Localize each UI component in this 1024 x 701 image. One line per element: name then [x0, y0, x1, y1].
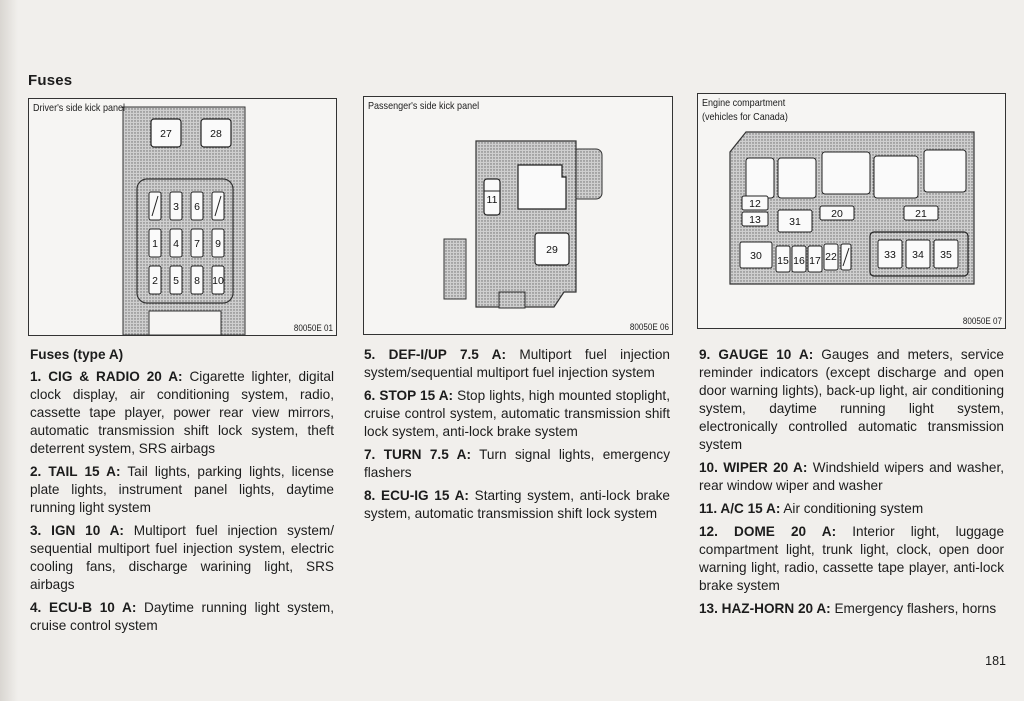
figure-code: 80050E 01 — [293, 323, 333, 334]
figure-code: 80050E 07 — [962, 316, 1002, 327]
fuse-label-13: 13 — [749, 214, 761, 226]
driver-side-fuse-box-drawing — [29, 99, 336, 335]
fuse-label-7: 7 — [194, 238, 200, 250]
fuse-item-4: 4. ECU-B 10 A: Daytime running light system, cruise control system — [30, 600, 335, 633]
fuse-item-2: 2. TAIL 15 A: Tail lights, parking lights, license plate lights, instrument panel lights, daytime running light system — [30, 464, 334, 515]
fuse-label-31: 31 — [789, 216, 801, 228]
engine-compartment-fuse-diagram — [697, 93, 1006, 329]
driver-side-fuse-diagram — [28, 98, 337, 336]
fuse-item-6: 6. STOP 15 A: Stop lights, high mounted stoplight, cruise control system, automatic transmission shift lock system, anti-lock brake system — [364, 388, 670, 439]
fuse-list-column-right — [699, 346, 1004, 623]
fuse-label-16: 16 — [793, 255, 805, 267]
fuse-label-30: 30 — [750, 250, 762, 262]
fuse-item-12: 12. DOME 20 A: Interior light, luggage compartment light, trunk light, clock, open door warning light, radio, cassette tape player, anti-lock brake system — [699, 524, 1005, 593]
engine-compartment-fuse-box-drawing — [698, 94, 1005, 328]
fuse-label-21: 21 — [915, 208, 927, 220]
fuse-item-13: 13. HAZ-HORN 20 A: Emergency flashers, horns — [699, 601, 997, 616]
fuse-label-35: 35 — [940, 249, 952, 261]
fuse-item-5: 5. DEF-I/UP 7.5 A: Multiport fuel injection system/sequential multiport fuel injection system — [364, 347, 670, 380]
fuse-item-3: 3. IGN 10 A: Multiport fuel injection system/ sequential multiport fuel injection system, electric cooling fans, discharge warining light, SRS airbags — [30, 523, 335, 592]
fuse-label-1: 1 — [152, 238, 158, 250]
fuse-item-1: 1. CIG & RADIO 20 A: Cigarette lighter, digital clock display, air conditioning system, radio, cassette tape player, power rear view mirrors, automatic transmission shift lock system, theft deterrent system, SRS airbags — [30, 369, 334, 456]
fuse-item-8: 8. ECU-IG 15 A: Starting system, anti-lock brake system, automatic transmission shift lock system — [364, 488, 670, 521]
fuse-label-17: 17 — [809, 255, 821, 267]
fuse-label-29: 29 — [546, 244, 558, 256]
page-gutter-shade — [0, 0, 18, 701]
panel-label-line-1: Engine compartment — [702, 97, 786, 109]
fuse-label-4: 4 — [173, 238, 179, 250]
fuse-label-8: 8 — [194, 275, 200, 287]
section-subheading: Fuses (type A) — [30, 347, 124, 362]
fuse-label-34: 34 — [912, 249, 924, 261]
fuse-item-9: 9. GAUGE 10 A: Gauges and meters, service reminder indicators (except discharge and open door warning lights), back-up light, air conditioning system, daytime running light system, electronically controlled automatic transmission system — [699, 347, 1004, 452]
fuse-list-column-middle — [364, 346, 670, 528]
figure-code: 80050E 06 — [629, 322, 669, 333]
fuse-label-33: 33 — [884, 249, 896, 261]
fuse-label-9: 9 — [215, 238, 221, 250]
page-title: Fuses — [28, 72, 73, 89]
fuse-label-11: 11 — [486, 194, 498, 206]
fuse-label-28: 28 — [210, 128, 222, 140]
fuse-item-7: 7. TURN 7.5 A: Turn signal lights, emergency flashers — [364, 447, 670, 480]
fuse-label-5: 5 — [173, 275, 179, 287]
panel-label — [702, 96, 788, 124]
fuse-label-3: 3 — [173, 201, 179, 213]
fuse-label-10: 10 — [212, 275, 224, 287]
fuse-item-11: 11. A/C 15 A: Air conditioning system — [699, 501, 924, 516]
passenger-side-fuse-diagram — [363, 96, 673, 335]
page-number: 181 — [985, 654, 1006, 668]
fuse-list-column-left — [30, 346, 334, 640]
fuse-item-10: 10. WIPER 20 A: Windshield wipers and washer, rear window wiper and washer — [699, 460, 1005, 493]
fuse-label-22: 22 — [825, 251, 837, 263]
panel-label-line-2: (vehicles for Canada) — [702, 111, 788, 123]
panel-label: Driver's side kick panel — [33, 102, 126, 114]
fuse-label-27: 27 — [160, 128, 172, 140]
fuse-label-15: 15 — [777, 255, 789, 267]
panel-label: Passenger's side kick panel — [368, 100, 480, 112]
fuse-label-6: 6 — [194, 201, 200, 213]
fuse-label-20: 20 — [831, 208, 843, 220]
fuse-label-2: 2 — [152, 275, 158, 287]
passenger-side-fuse-box-drawing — [364, 97, 672, 334]
fuse-label-12: 12 — [749, 198, 761, 210]
